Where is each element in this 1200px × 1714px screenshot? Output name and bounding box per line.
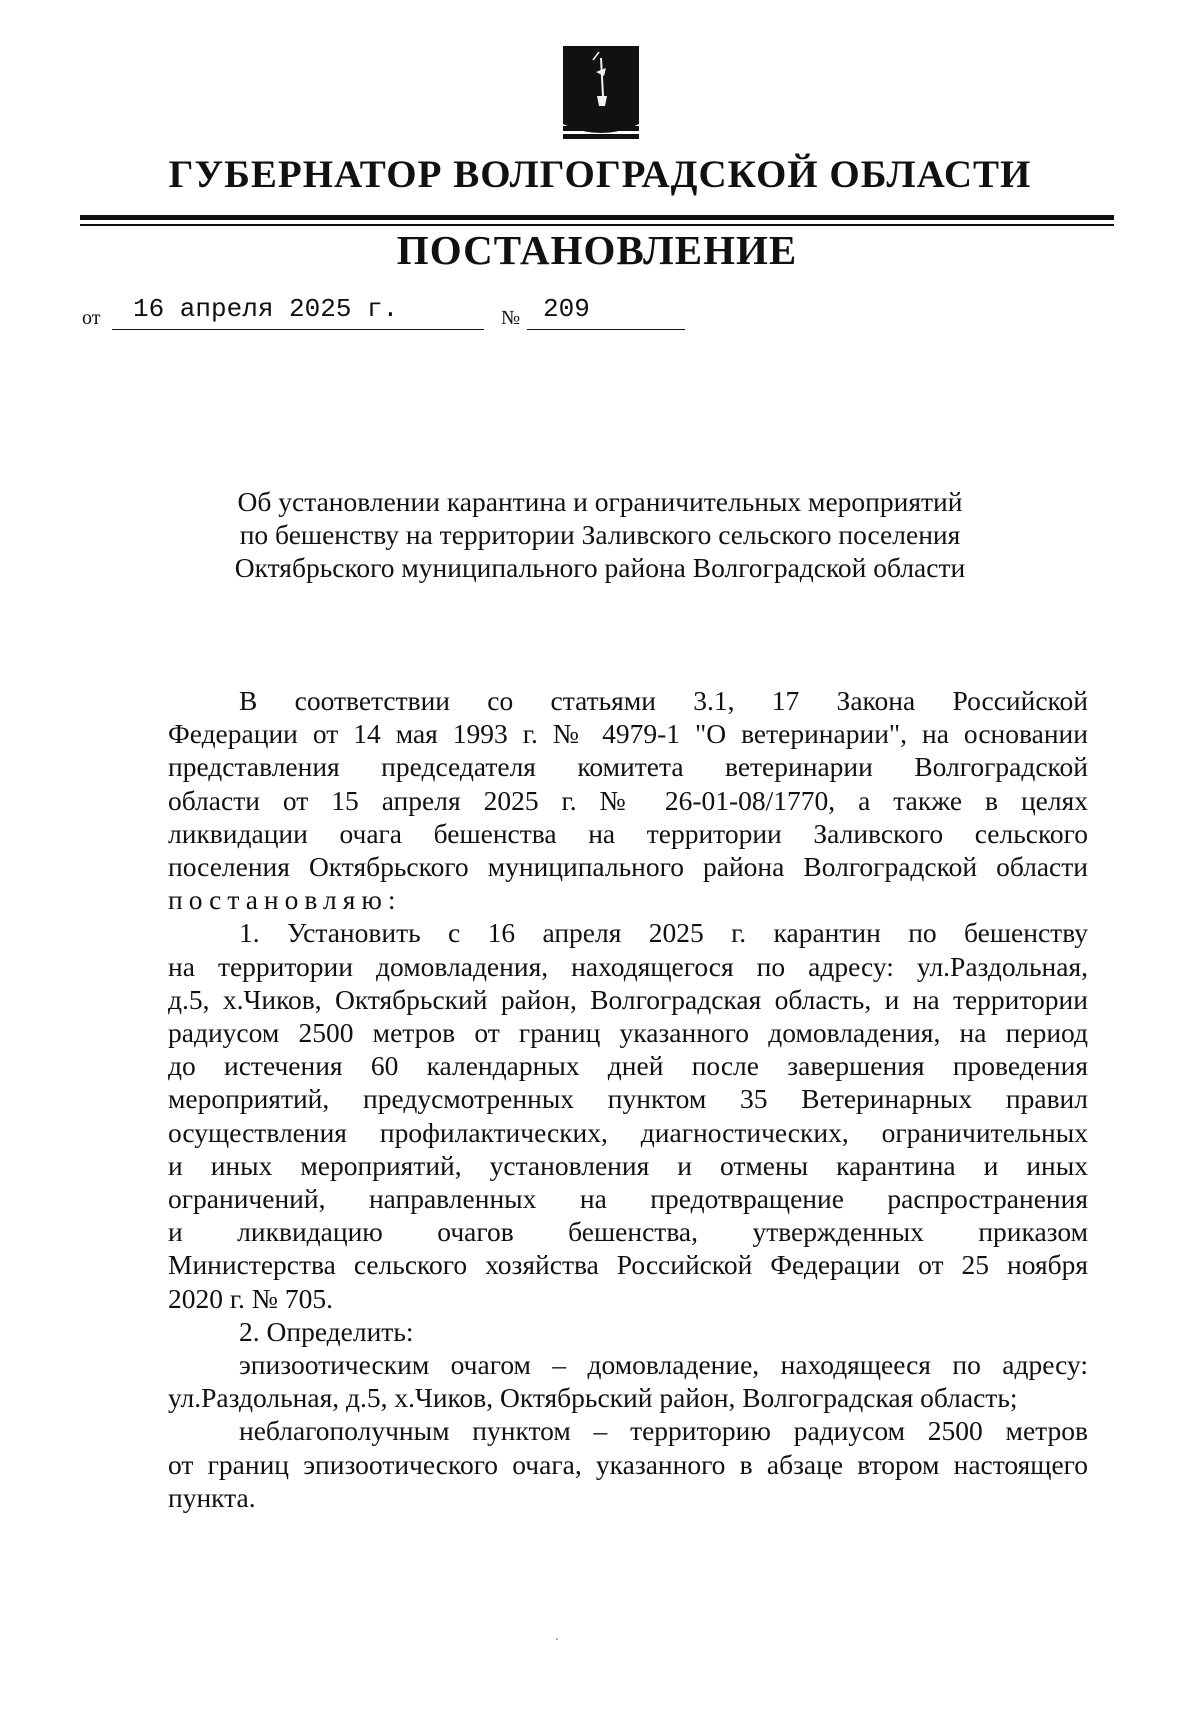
scan-speck xyxy=(556,1638,558,1640)
number-underline xyxy=(527,329,685,330)
date-underline xyxy=(112,329,484,330)
header-rule-thick xyxy=(80,215,1114,220)
document-title xyxy=(150,485,1050,584)
item2-focus-line: ул.Раздольная, д.5, х.Чиков, Октябрьский район, Волгоградская область; xyxy=(168,1382,1018,1414)
item2-focus-line: эпизоотическим очагом – домовладение, находящееся по адресу: xyxy=(239,1349,1088,1381)
item1-line: д.5, х.Чиков, Октябрьский район, Волгоградская область, и на территории xyxy=(168,983,1088,1015)
item1-line: ограничений, направленных на предотвращение распространения xyxy=(168,1183,1088,1215)
preamble-line: области от 15 апреля 2025 г. № 26-01-08/1770, а также в целях xyxy=(168,784,1088,816)
document-body xyxy=(168,684,1088,1514)
item1-line: радиусом 2500 метров от границ указанного домовладения, на период xyxy=(168,1017,1088,1049)
issuer-heading: ГУБЕРНАТОР ВОЛГОГРАДСКОЙ ОБЛАСТИ xyxy=(168,153,1032,196)
preamble-line: ликвидации очага бешенства на территории Заливского сельского xyxy=(168,817,1088,849)
item1-line: на территории домовладения, находящегося по адресу: ул.Раздольная, xyxy=(168,950,1088,982)
coat-of-arms-icon xyxy=(563,46,639,146)
item1-line: мероприятий, предусмотренных пунктом 35 Ветеринарных правил xyxy=(168,1083,1088,1115)
item2-point-line: неблагополучным пунктом – территорию радиусом 2500 метров xyxy=(239,1415,1088,1447)
document-type-heading: ПОСТАНОВЛЕНИЕ xyxy=(396,227,798,273)
item1-line: 1. Установить с 16 апреля 2025 г. карантин по бешенству xyxy=(239,917,1088,949)
title-line: по бешенству на территории Заливского сельского поселения xyxy=(239,519,961,550)
item1-line: до истечения 60 календарных дней после завершения проведения xyxy=(168,1050,1088,1082)
item1-line: и ликвидацию очагов бешенства, утвержденных приказом xyxy=(168,1216,1088,1248)
resolve-word: постановляю: xyxy=(168,884,402,916)
item2-heading: 2. Определить: xyxy=(239,1315,414,1347)
document-date: 16 апреля 2025 г. xyxy=(133,294,399,324)
document-number: 209 xyxy=(543,294,590,324)
title-line: Об установлении карантина и ограничительных мероприятий xyxy=(237,486,963,517)
date-label: от xyxy=(82,307,101,329)
item1-line: и иных мероприятий, установления и отмены карантина и иных xyxy=(168,1149,1088,1181)
number-label: № xyxy=(501,307,521,329)
preamble-line: представления председателя комитета ветеринарии Волгоградской xyxy=(168,751,1088,783)
item1-line: осуществления профилактических, диагностических, ограничительных xyxy=(168,1116,1088,1148)
item1-line: Министерства сельского хозяйства Российской Федерации от 25 ноября xyxy=(168,1249,1088,1281)
item1-line: 2020 г. № 705. xyxy=(168,1282,334,1314)
preamble-line: Федерации от 14 мая 1993 г. № 4979-1 "О ветеринарии", на основании xyxy=(168,718,1088,750)
item2-point-line: от границ эпизоотического очага, указанного в абзаце втором настоящего xyxy=(168,1448,1088,1480)
title-line: Октябрьского муниципального района Волгоградской области xyxy=(234,552,966,583)
preamble-line: В соответствии со статьями 3.1, 17 Закона Российской xyxy=(239,685,1088,716)
preamble-line: поселения Октябрьского муниципального района Волгоградской области xyxy=(168,851,1088,883)
item2-point-line: пункта. xyxy=(168,1481,256,1513)
